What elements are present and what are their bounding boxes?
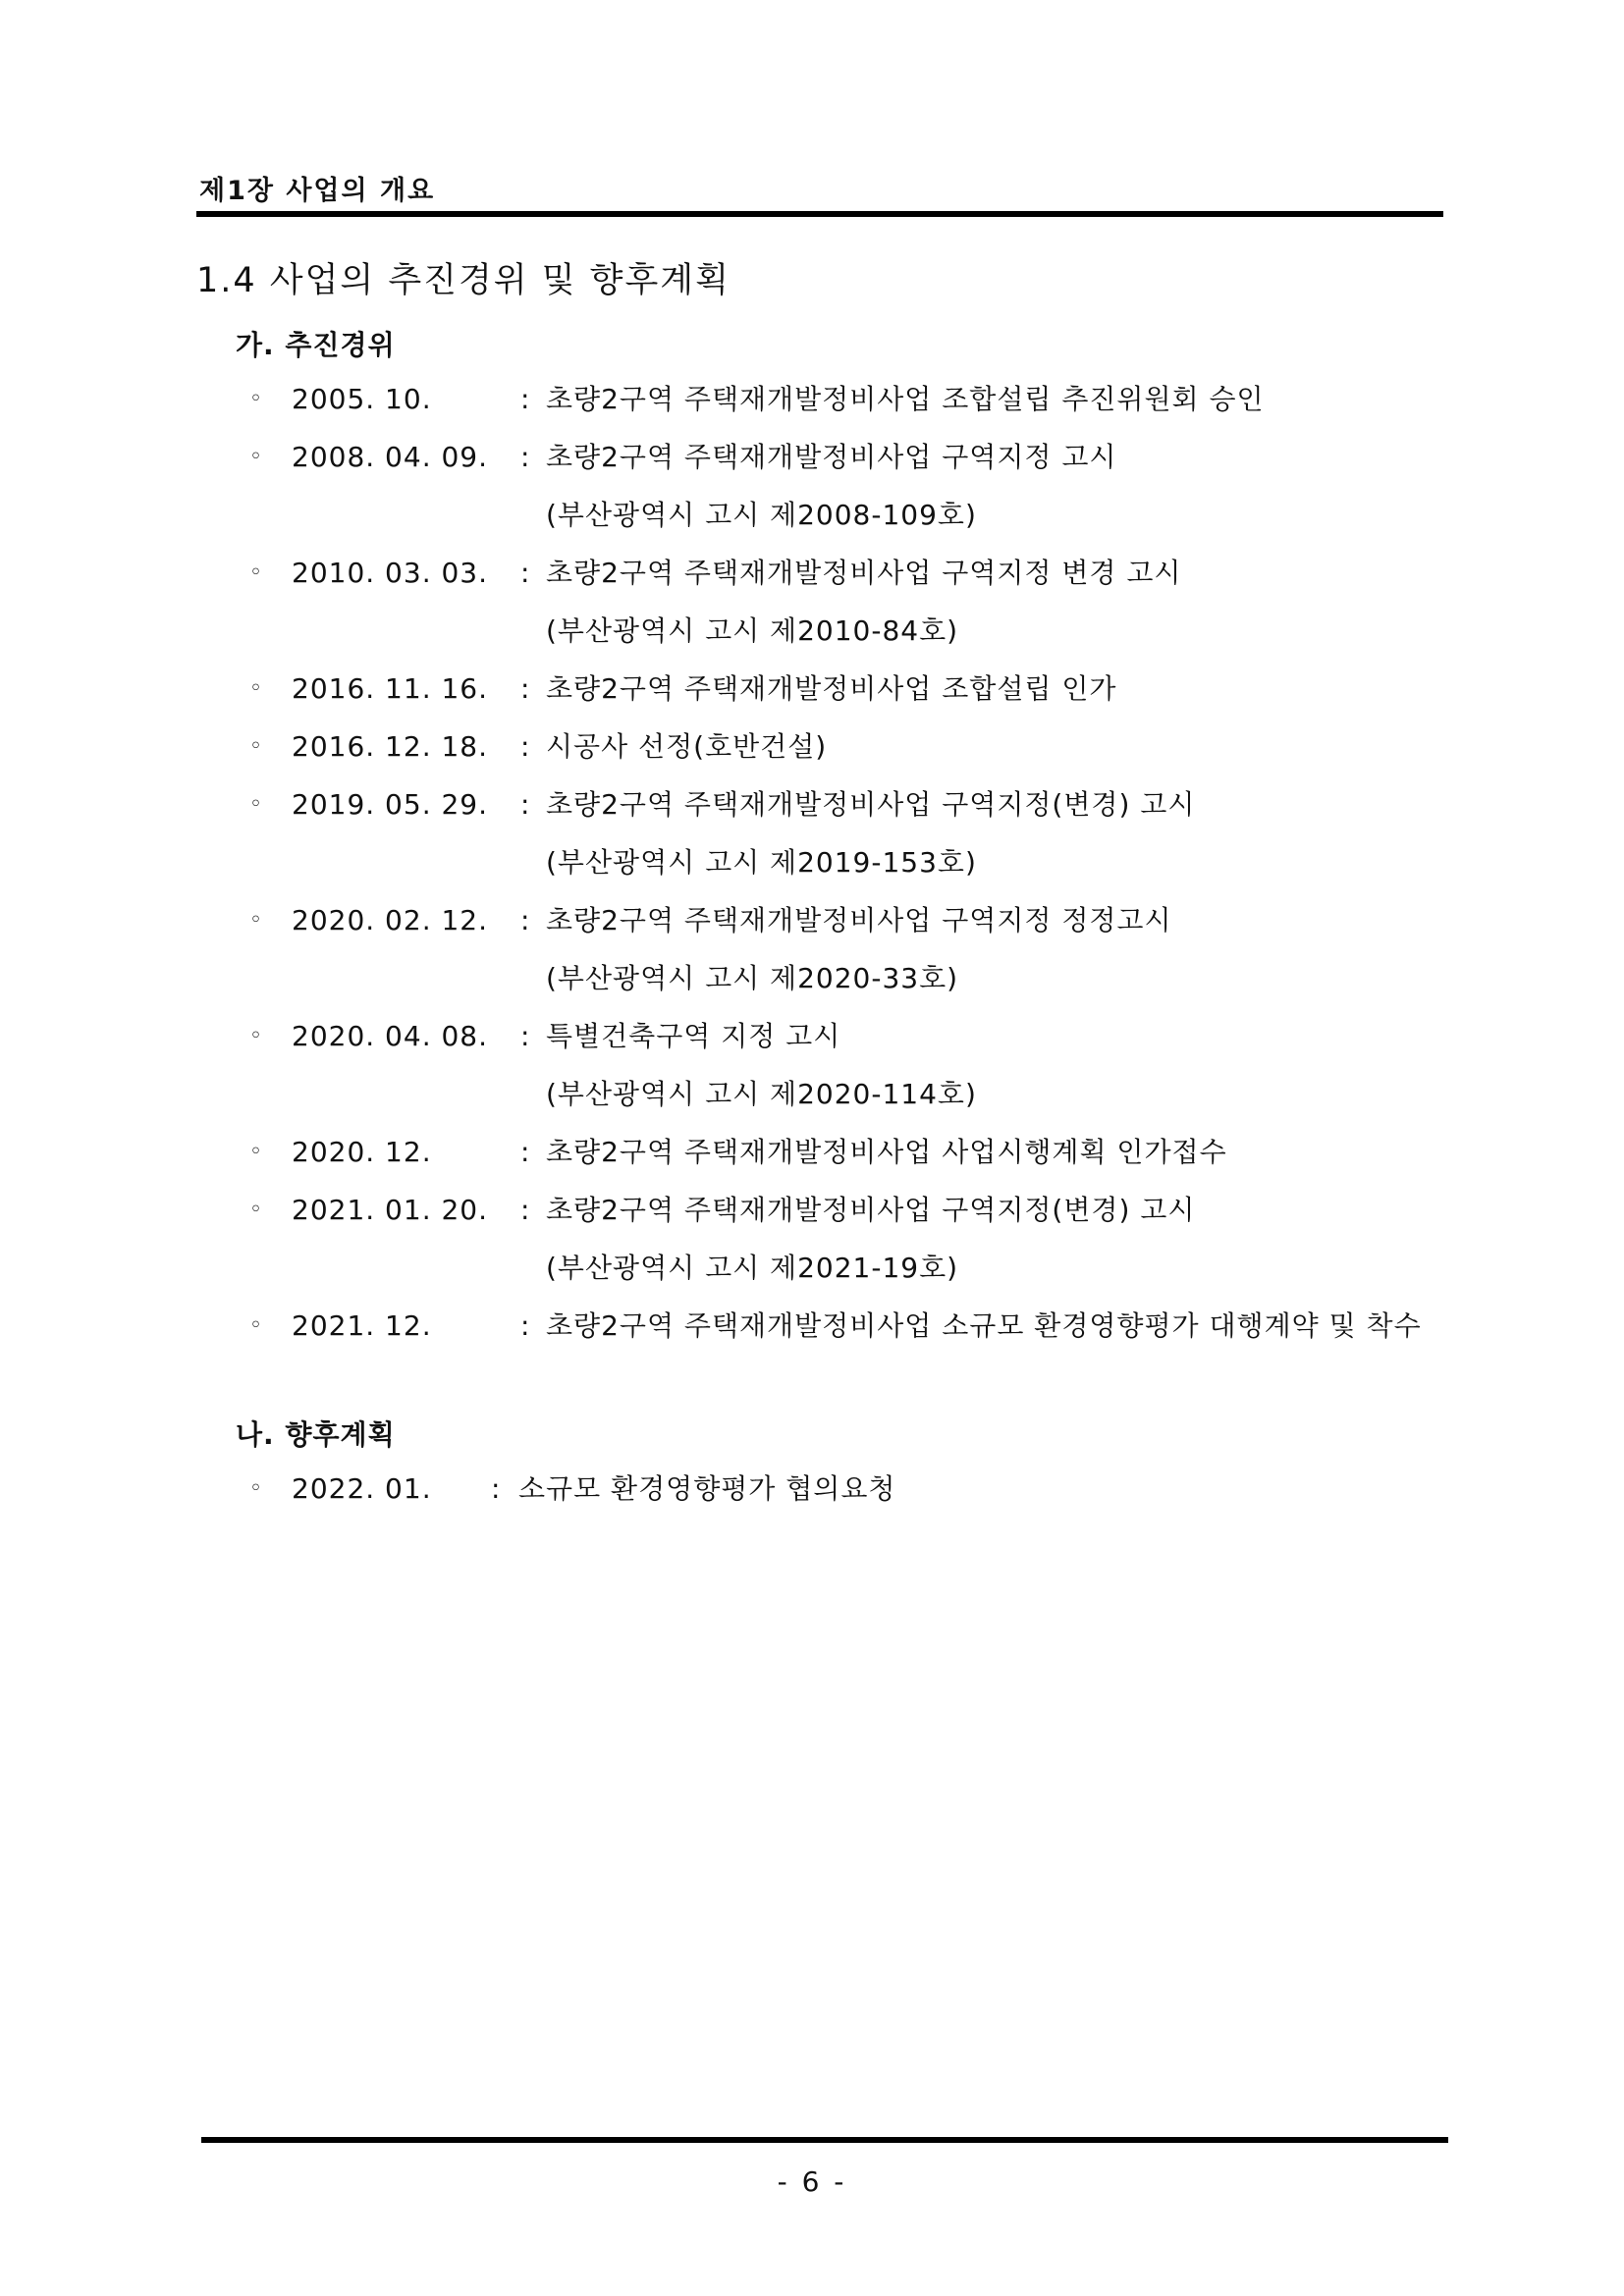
bullet-icon: ◦ (249, 1140, 263, 1164)
history-entry (0, 725, 1624, 783)
entry-description: 초량2구역 주택재개발정비사업 구역지정(변경) 고시 (546, 788, 1196, 821)
entry-note: (부산광역시 고시 제2021-19호) (546, 1252, 959, 1284)
entry-colon: : (520, 1020, 531, 1052)
history-heading: 가. 추진경위 (236, 329, 396, 361)
section-title: 1.4 사업의 추진경위 및 향후계획 (196, 261, 731, 300)
entry-colon: : (491, 1472, 502, 1505)
history-entry (0, 378, 1624, 436)
history-entry (0, 783, 1624, 841)
bullet-icon: ◦ (249, 445, 263, 469)
history-entry (0, 1189, 1624, 1247)
header-divider (196, 211, 1443, 217)
entry-date: 2010. 03. 03. (292, 557, 489, 589)
plans-heading: 나. 향후계획 (236, 1418, 396, 1451)
bullet-icon: ◦ (249, 1476, 263, 1501)
entry-description: 특별건축구역 지정 고시 (546, 1020, 841, 1052)
entry-description: 초량2구역 주택재개발정비사업 구역지정 변경 고시 (546, 557, 1182, 589)
entry-description: 초량2구역 주택재개발정비사업 구역지정(변경) 고시 (546, 1194, 1196, 1226)
bullet-icon: ◦ (249, 734, 263, 759)
history-entry (0, 552, 1624, 610)
history-entry-note-row (0, 957, 1624, 1015)
entry-colon: : (520, 1309, 531, 1342)
entry-date: 2021. 01. 20. (292, 1194, 489, 1226)
entry-note: (부산광역시 고시 제2020-33호) (546, 962, 959, 994)
history-entry (0, 1131, 1624, 1189)
entry-colon: : (520, 1136, 531, 1168)
entry-description: 초량2구역 주택재개발정비사업 조합설립 추진위원회 승인 (546, 383, 1265, 415)
plans-list (0, 1468, 1624, 1525)
history-entry (0, 1305, 1624, 1362)
entry-date: 2022. 01. (292, 1472, 432, 1505)
entry-date: 2021. 12. (292, 1309, 432, 1342)
entry-description: 초량2구역 주택재개발정비사업 사업시행계획 인가접수 (546, 1136, 1227, 1168)
entry-colon: : (520, 672, 531, 705)
plan-entry (0, 1468, 1624, 1525)
chapter-header: 제1장 사업의 개요 (199, 176, 436, 206)
entry-colon: : (520, 557, 531, 589)
history-entry-note-row (0, 1247, 1624, 1305)
bullet-icon: ◦ (249, 1024, 263, 1048)
history-entry (0, 1015, 1624, 1073)
entry-date: 2020. 04. 08. (292, 1020, 489, 1052)
entry-description: 초량2구역 주택재개발정비사업 구역지정 정정고시 (546, 904, 1172, 936)
entry-description: 초량2구역 주택재개발정비사업 소규모 환경영향평가 대행계약 및 착수 (546, 1309, 1422, 1342)
bullet-icon: ◦ (249, 792, 263, 817)
entry-date: 2005. 10. (292, 383, 432, 415)
history-entry-note-row (0, 841, 1624, 899)
history-entry-note-row (0, 1073, 1624, 1131)
bullet-icon: ◦ (249, 676, 263, 701)
entry-colon: : (520, 730, 531, 763)
history-entry (0, 436, 1624, 494)
entry-note: (부산광역시 고시 제2008-109호) (546, 499, 977, 531)
entry-date: 2016. 12. 18. (292, 730, 489, 763)
entry-colon: : (520, 383, 531, 415)
entry-description: 초량2구역 주택재개발정비사업 조합설립 인가 (546, 672, 1117, 705)
entry-colon: : (520, 788, 531, 821)
bullet-icon: ◦ (249, 1198, 263, 1222)
page-number: - 6 - (777, 2165, 847, 2198)
history-entry (0, 899, 1624, 957)
entry-date: 2019. 05. 29. (292, 788, 489, 821)
bullet-icon: ◦ (249, 561, 263, 585)
entry-note: (부산광역시 고시 제2019-153호) (546, 846, 977, 879)
entry-date: 2008. 04. 09. (292, 441, 489, 473)
entry-note: (부산광역시 고시 제2020-114호) (546, 1078, 977, 1110)
entry-description: 시공사 선정(호반건설) (546, 730, 828, 763)
entry-note: (부산광역시 고시 제2010-84호) (546, 614, 959, 647)
entry-colon: : (520, 904, 531, 936)
history-entry-note-row (0, 610, 1624, 667)
history-entry (0, 667, 1624, 725)
entry-date: 2020. 02. 12. (292, 904, 489, 936)
entry-description: 초량2구역 주택재개발정비사업 구역지정 고시 (546, 441, 1117, 473)
bullet-icon: ◦ (249, 908, 263, 933)
entry-date: 2020. 12. (292, 1136, 432, 1168)
entry-colon: : (520, 441, 531, 473)
footer-divider (201, 2137, 1448, 2143)
bullet-icon: ◦ (249, 387, 263, 411)
history-list (0, 378, 1624, 1362)
entry-colon: : (520, 1194, 531, 1226)
entry-date: 2016. 11. 16. (292, 672, 489, 705)
history-entry-note-row (0, 494, 1624, 552)
bullet-icon: ◦ (249, 1313, 263, 1338)
entry-description: 소규모 환경영향평가 협의요청 (518, 1472, 896, 1505)
